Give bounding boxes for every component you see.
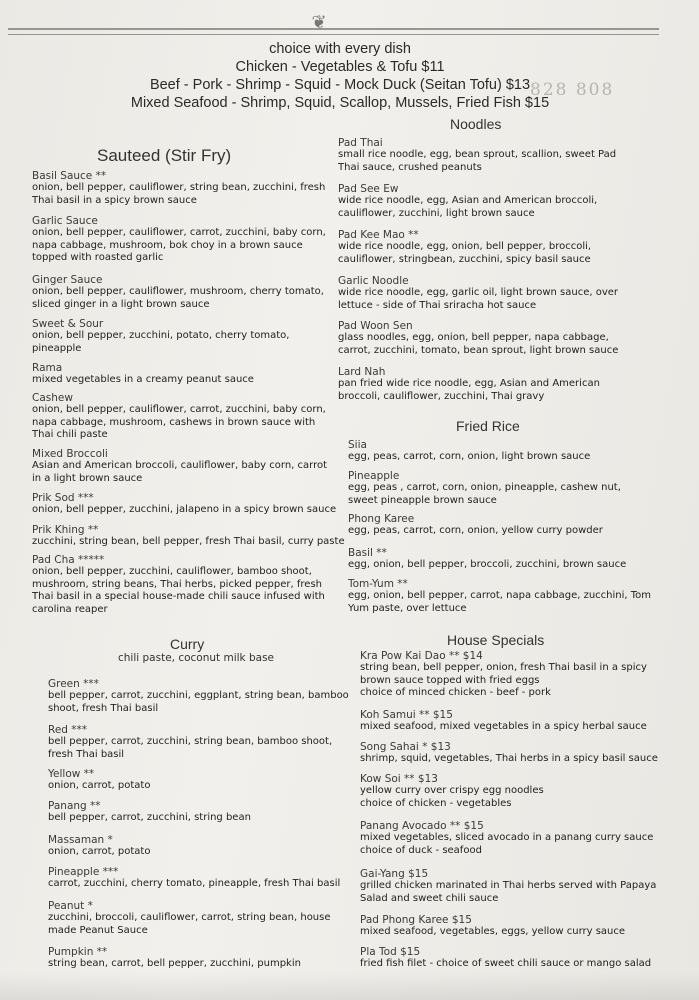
menu-item (360, 914, 625, 939)
menu-item-name: Green *** (48, 678, 99, 690)
menu-item-name: Pineapple (348, 470, 400, 482)
menu-item (348, 547, 626, 572)
menu-item (360, 741, 658, 766)
menu-item (32, 318, 289, 355)
menu-item (48, 724, 332, 761)
menu-item-description: egg, peas , carrot, corn, onion, pineapple, cashew nut, sweet pineapple brown sauce (348, 482, 621, 506)
menu-item-description: wide rice noodle, egg, garlic oil, light brown sauce, over lettuce - side of Thai sriracha hot sauce (338, 287, 618, 311)
menu-item-name: Garlic Noodle (338, 275, 409, 287)
menu-item-name: Rama (32, 362, 63, 374)
fried-rice-title: Fried Rice (456, 418, 520, 434)
menu-item-name: Ginger Sauce (32, 274, 103, 286)
menu-item-name: Massaman * (48, 834, 113, 846)
menu-item (360, 709, 647, 734)
menu-item-description: carrot, zucchini, cherry tomato, pineapple, fresh Thai basil (48, 878, 341, 889)
menu-item-name: Panang Avocado ** $15 (360, 820, 484, 832)
menu-item-name: Sweet & Sour (32, 318, 104, 330)
curry-subtitle: chili paste, coconut milk base (118, 652, 275, 664)
menu-item-description: yellow curry over crispy egg noodles choice of chicken - vegetables (360, 785, 544, 809)
menu-item-description: bell pepper, carrot, zucchini, eggplant, string bean, bamboo shoot, fresh Thai basil (48, 690, 349, 714)
menu-item-name: Pineapple *** (48, 866, 119, 878)
handwritten-note: 828 808 (530, 80, 615, 100)
menu-item-name: Kra Pow Kai Dao ** $14 (360, 650, 483, 662)
menu-item-name: Gai-Yang $15 (360, 868, 429, 880)
menu-item-name: Kow Soi ** $13 (360, 773, 438, 785)
menu-item (348, 578, 651, 615)
menu-item-name: Pad Phong Karee $15 (360, 914, 472, 926)
menu-item (48, 946, 301, 971)
menu-item (338, 275, 618, 312)
menu-item-description: bell pepper, carrot, zucchini, string bean, bamboo shoot, fresh Thai basil (48, 736, 333, 760)
menu-item (48, 800, 251, 825)
menu-item (360, 868, 656, 905)
menu-item (348, 513, 603, 538)
menu-item-name: Yellow ** (48, 768, 95, 780)
menu-item-description: zucchini, string bean, bell pepper, fresh Thai basil, curry paste (32, 536, 345, 547)
menu-item-description: onion, bell pepper, cauliflower, string bean, zucchini, fresh Thai basil in a spicy brown sauce (32, 182, 326, 206)
menu-item (32, 170, 325, 207)
menu-item-description: egg, onion, bell pepper, broccoli, zucchini, brown sauce (348, 559, 627, 570)
menu-item-description: string bean, carrot, bell pepper, zucchini, pumpkin (48, 958, 301, 969)
menu-item-description: zucchini, broccoli, cauliflower, carrot, string bean, house made Peanut Sauce (48, 912, 331, 936)
menu-item-name: Song Sahai * $13 (360, 741, 451, 753)
menu-item-description: egg, peas, carrot, corn, onion, yellow curry powder (348, 525, 603, 536)
menu-item (360, 820, 653, 857)
menu-item-name: Pumpkin ** (48, 946, 108, 958)
menu-item-description: onion, bell pepper, cauliflower, mushroom, cherry tomato, sliced ginger in a light brown sauce (32, 286, 324, 310)
menu-item-name: Prik Sod *** (32, 492, 94, 504)
menu-item-description: onion, bell pepper, cauliflower, carrot, zucchini, baby corn, napa cabbage, mushroom, cashews in brown sauce with Thai chili paste (32, 404, 326, 440)
menu-item (48, 866, 340, 891)
menu-item (32, 274, 324, 311)
menu-item-description: mixed seafood, mixed vegetables in a spicy herbal sauce (360, 721, 647, 732)
menu-item (338, 366, 600, 403)
bottom-shade (0, 972, 699, 1000)
menu-item-name: Peanut * (48, 900, 93, 912)
menu-item (32, 362, 254, 387)
curry-title: Curry (170, 636, 205, 652)
menu-item-name: Prik Khing ** (32, 524, 99, 536)
header-line-3: Beef - Pork - Shrimp - Squid - Mock Duck (Seitan Tofu) $13 (149, 77, 531, 93)
menu-item-description: wide rice noodle, egg, onion, bell pepper, broccoli, cauliflower, stringbean, zucchini, spicy basil sauce (338, 241, 592, 265)
menu-item-name: Siia (348, 439, 367, 451)
menu-item-name: Phong Karee (348, 513, 415, 525)
menu-item-description: onion, bell pepper, zucchini, potato, cherry tomato, pineapple (32, 330, 290, 354)
menu-item-description: egg, peas, carrot, corn, onion, light brown sauce (348, 451, 591, 462)
menu-item (32, 554, 325, 616)
menu-item (32, 392, 326, 442)
menu-item-name: Pad Kee Mao ** (338, 229, 419, 241)
house-specials-title: House Specials (447, 632, 545, 648)
menu-item-description: glass noodles, egg, onion, bell pepper, napa cabbage, carrot, zucchini, tomato, bean sprout, light brown sauce (338, 332, 619, 356)
header-line-4: Mixed Seafood - Shrimp, Squid, Scallop, Mussels, Fried Fish $15 (130, 95, 550, 111)
emblem-icon: ❦ (311, 12, 327, 33)
menu-item-name: Pad Cha ***** (32, 554, 105, 566)
menu-item-name: Lard Nah (338, 366, 386, 378)
menu-item-description: egg, onion, bell pepper, carrot, napa cabbage, zucchini, Tom Yum paste, over lettuce (348, 590, 652, 614)
menu-item-description: onion, bell pepper, zucchini, cauliflower, bamboo shoot, mushroom, string beans, Thai herbs, picked pepper, fresh Thai basil in a special house-made chili sauce infused with carolina reaper (32, 566, 325, 615)
menu-item-name: Tom-Yum ** (348, 578, 408, 590)
menu-item (48, 834, 150, 859)
menu-item-name: Koh Samui ** $15 (360, 709, 453, 721)
menu-item-description: bell pepper, carrot, zucchini, string bean (48, 812, 251, 823)
menu-item (360, 946, 651, 971)
menu-item-description: mixed vegetables in a creamy peanut sauce (32, 374, 254, 385)
menu-item-name: Garlic Sauce (32, 215, 98, 227)
menu-item (32, 492, 336, 517)
menu-item (348, 470, 621, 507)
menu-item (48, 900, 331, 937)
menu-item-description: small rice noodle, egg, bean sprout, scallion, sweet Pad Thai sauce, crushed peanuts (338, 149, 617, 173)
menu-item (360, 650, 647, 700)
menu-item (338, 229, 591, 266)
menu-item-description: fried fish filet - choice of sweet chili sauce or mango salad (360, 958, 652, 969)
header-line-1: choice with every dish (269, 41, 411, 57)
menu-item-name: Panang ** (48, 800, 101, 812)
menu-item (338, 320, 618, 357)
menu-item-name: Red *** (48, 724, 88, 736)
menu-item-name: Cashew (32, 392, 73, 404)
menu-item (48, 678, 349, 715)
menu-item (48, 768, 150, 793)
menu-item (338, 137, 616, 174)
noodles-title: Noodles (450, 116, 502, 132)
menu-item-name: Pad Woon Sen (338, 320, 413, 332)
menu-item (360, 773, 544, 810)
menu-item-description: mixed vegetables, sliced avocado in a panang curry sauce choice of duck - seafood (360, 832, 654, 856)
top-rule (8, 28, 659, 30)
menu-item-description: shrimp, squid, vegetables, Thai herbs in a spicy basil sauce (360, 753, 658, 764)
menu-item-description: Asian and American broccoli, cauliflower, baby corn, carrot in a light brown sauce (32, 460, 328, 484)
menu-item-description: pan fried wide rice noodle, egg, Asian and American broccoli, cauliflower, zucchini, Thai gravy (338, 378, 600, 402)
menu-item-description: onion, bell pepper, zucchini, jalapeno in a spicy brown sauce (32, 504, 337, 515)
menu-item-name: Basil Sauce ** (32, 170, 107, 182)
menu-item-name: Mixed Broccoli (32, 448, 108, 460)
menu-item (32, 448, 327, 485)
menu-item-name: Pla Tod $15 (360, 946, 421, 958)
top-rule-thin (8, 34, 659, 35)
menu-item-name: Basil ** (348, 547, 387, 559)
menu-item-description: onion, bell pepper, cauliflower, carrot, zucchini, baby corn, napa cabbage, mushroom, bok choy in a brown sauce topped with roasted garlic (32, 227, 326, 263)
menu-item-description: string bean, bell pepper, onion, fresh Thai basil in a spicy brown sauce topped with fried eggs choice of minced chicken - beef - pork (360, 662, 647, 698)
price-header (80, 40, 600, 112)
menu-item-description: wide rice noodle, egg, Asian and American broccoli, cauliflower, zucchini, light brown sauce (338, 195, 598, 219)
menu-item (338, 183, 597, 220)
menu-item-description: onion, carrot, potato (48, 780, 151, 791)
menu-item (32, 524, 345, 549)
menu-item-description: mixed seafood, vegetables, eggs, yellow curry sauce (360, 926, 626, 937)
menu-item-name: Pad See Ew (338, 183, 399, 195)
menu-item (32, 215, 326, 265)
menu-item-name: Pad Thai (338, 137, 383, 149)
menu-item-description: onion, carrot, potato (48, 846, 151, 857)
menu-item (348, 439, 590, 464)
header-line-2: Chicken - Vegetables & Tofu $11 (235, 59, 445, 75)
sauteed-title: Sauteed (Stir Fry) (97, 146, 232, 165)
menu-item-description: grilled chicken marinated in Thai herbs served with Papaya Salad and sweet chili sauce (360, 880, 657, 904)
